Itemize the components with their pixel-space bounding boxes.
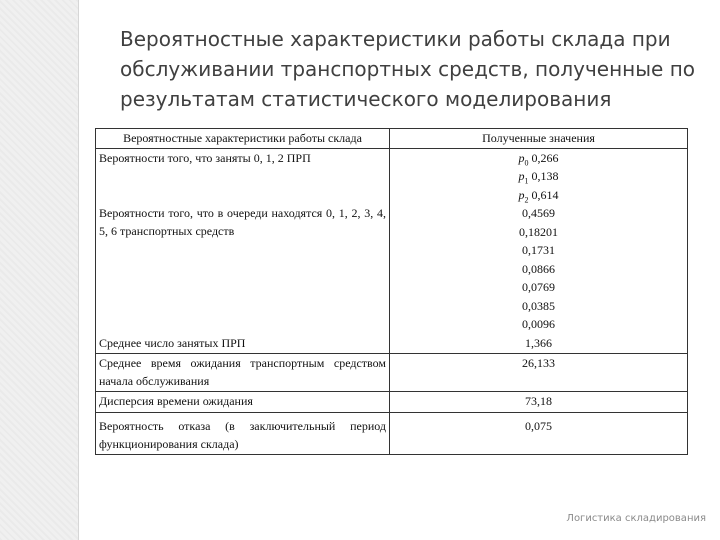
queue-value: 0,0385: [522, 298, 555, 313]
value-wait-variance: 73,18: [390, 391, 688, 412]
prob-p1: $p_1$ 0,138: [518, 169, 559, 186]
avg-busy-prp-value: 1,366: [525, 335, 552, 350]
queue-value: 0,0769: [522, 280, 555, 294]
left-decorative-band: [0, 0, 78, 540]
queue-value: 0,18201: [519, 224, 558, 239]
label-avg-wait-time: Среднее время ожидания транспортным средством начала обслуживания: [96, 353, 390, 391]
label-queue-probabilities: Вероятности того, что в очереди находятся 0, 1, 2, 3, 4, 5, 6 транспортных средств: [99, 205, 386, 238]
table-row: [96, 412, 688, 454]
label-avg-busy-prp: Среднее число занятых ПРП: [99, 336, 246, 350]
slide-title: Вероятностные характеристики работы склада при обслуживании транспортных средств, полученные по результатам статистического моделирования: [120, 27, 696, 111]
table-row: [96, 391, 688, 412]
left-divider-line: [78, 0, 79, 540]
queue-value: 0,0866: [522, 261, 555, 276]
value-refusal-probability: 0,075: [390, 412, 688, 454]
prob-p2: $p_2$ 0,614: [518, 187, 559, 204]
probabilities-value-cell: [390, 148, 688, 353]
queue-value: 0,1731: [522, 243, 555, 257]
probabilities-label-cell: [96, 148, 390, 353]
queue-value: 0,0096: [522, 317, 555, 331]
results-table: [95, 128, 688, 455]
table-row: [96, 353, 688, 391]
prob-p0: $p_0$ 0,266: [518, 150, 559, 167]
label-refusal-probability: Вероятность отказа (в заключительный период функционирования склада): [96, 412, 390, 454]
table-row: [96, 148, 688, 353]
queue-value: 0,4569: [522, 206, 555, 220]
value-avg-wait-time: 26,133: [390, 353, 688, 391]
header-characteristics: Вероятностные характеристики работы склада: [96, 129, 390, 149]
footer-caption: Логистика складирования: [566, 513, 706, 524]
label-wait-variance: Дисперсия времени ожидания: [96, 391, 390, 412]
header-values: Полученные значения: [390, 129, 688, 149]
table-header-row: [96, 129, 688, 149]
label-busy-prp: Вероятности того, что заняты 0, 1, 2 ПРП: [99, 150, 311, 165]
